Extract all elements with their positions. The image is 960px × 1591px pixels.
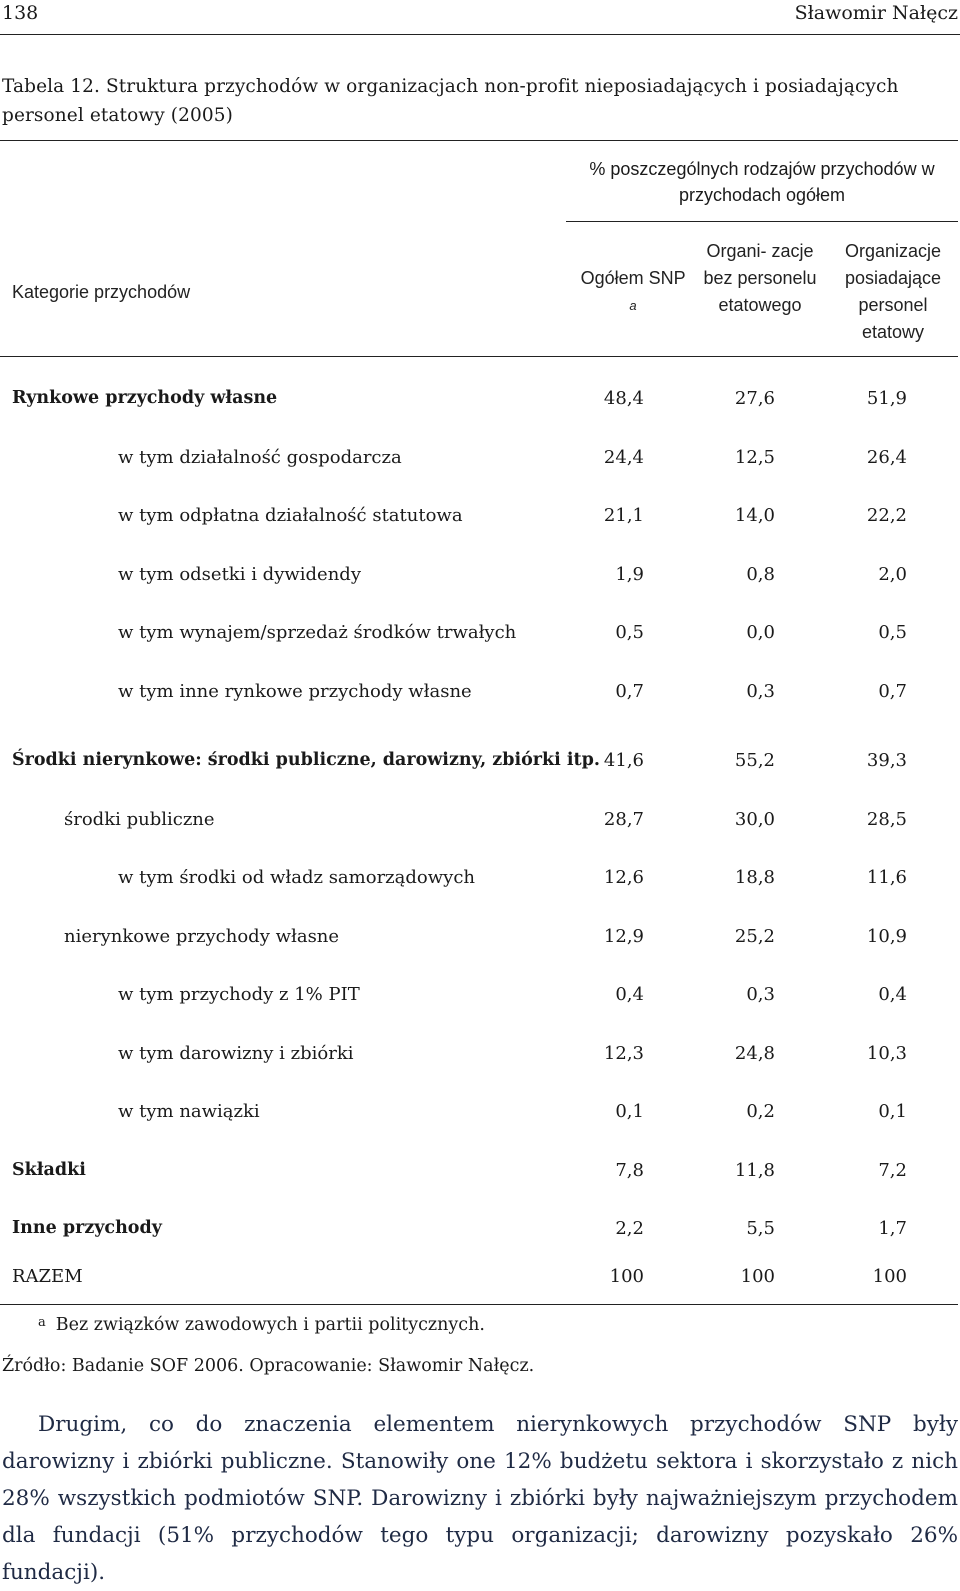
row-label: w tym darowizny i zbiórki bbox=[118, 1043, 354, 1064]
cell-with-staff: 10,3 bbox=[866, 1043, 907, 1064]
cell-with-staff: 26,4 bbox=[866, 447, 907, 468]
cell-with-staff: 11,6 bbox=[866, 867, 907, 888]
cell-with-staff: 51,9 bbox=[866, 388, 907, 409]
table-row bbox=[0, 564, 958, 594]
table-row bbox=[0, 622, 958, 652]
row-label: RAZEM bbox=[12, 1266, 83, 1287]
cell-with-staff: 7,2 bbox=[878, 1160, 907, 1181]
cell-total: 28,7 bbox=[603, 809, 644, 830]
row-label: środki publiczne bbox=[64, 809, 215, 830]
cell-no-staff: 25,2 bbox=[734, 926, 775, 947]
cell-with-staff: 22,2 bbox=[866, 505, 907, 526]
table-row bbox=[0, 1218, 958, 1248]
cell-total: 0,7 bbox=[615, 681, 644, 702]
cell-total: 1,9 bbox=[615, 564, 644, 585]
cell-with-staff: 0,1 bbox=[878, 1101, 907, 1122]
group-column-header: % poszczególnych rodzajów przychodów w przychodach ogółem bbox=[589, 159, 935, 205]
cell-total: 41,6 bbox=[603, 750, 644, 771]
cell-total: 12,9 bbox=[603, 926, 644, 947]
row-label: w tym nawiązki bbox=[118, 1101, 260, 1122]
table-row bbox=[0, 1266, 958, 1296]
footnote-marker: a bbox=[38, 1315, 46, 1330]
row-label: Inne przychody bbox=[12, 1218, 162, 1238]
column-header-with-staff: Organizacje posiadające personel etatowy bbox=[844, 241, 942, 342]
column-header-total bbox=[578, 265, 688, 325]
cell-with-staff: 0,7 bbox=[878, 681, 907, 702]
row-label: w tym inne rynkowe przychody własne bbox=[118, 681, 472, 702]
cell-total: 0,4 bbox=[615, 984, 644, 1005]
table-row bbox=[0, 750, 958, 780]
header-rule bbox=[0, 356, 958, 357]
table-row bbox=[0, 1160, 958, 1190]
table-row bbox=[0, 388, 958, 418]
cell-with-staff: 2,0 bbox=[878, 564, 907, 585]
table-caption: Tabela 12. Struktura przychodów w organizacjach non-profit nieposiadających i posiadających personel etatowy (2005) bbox=[2, 76, 899, 126]
footnote-text: Bez związków zawodowych i partii politycznych. bbox=[55, 1315, 485, 1335]
cell-with-staff: 1,7 bbox=[878, 1218, 907, 1239]
cell-no-staff: 0,2 bbox=[746, 1101, 775, 1122]
cell-with-staff: 10,9 bbox=[866, 926, 907, 947]
row-label: w tym wynajem/sprzedaż środków trwałych bbox=[118, 622, 517, 643]
cell-no-staff: 24,8 bbox=[734, 1043, 775, 1064]
cell-with-staff: 0,4 bbox=[878, 984, 907, 1005]
cell-total: 21,1 bbox=[603, 505, 644, 526]
table-footnote bbox=[38, 1315, 485, 1335]
table-top-rule bbox=[0, 140, 958, 141]
table-row bbox=[0, 447, 958, 477]
footnote-mark: a bbox=[629, 298, 637, 313]
cell-total: 7,8 bbox=[615, 1160, 644, 1181]
cell-no-staff: 18,8 bbox=[734, 867, 775, 888]
cell-total: 100 bbox=[609, 1266, 644, 1287]
cell-total: 2,2 bbox=[615, 1218, 644, 1239]
cell-total: 48,4 bbox=[603, 388, 644, 409]
row-label: nierynkowe przychody własne bbox=[64, 926, 340, 947]
page-header bbox=[0, 0, 960, 35]
cell-with-staff: 100 bbox=[872, 1266, 907, 1287]
cell-no-staff: 14,0 bbox=[734, 505, 775, 526]
table-row bbox=[0, 505, 958, 535]
row-label: w tym przychody z 1% PIT bbox=[118, 984, 360, 1005]
table-row bbox=[0, 1101, 958, 1131]
cell-with-staff: 0,5 bbox=[878, 622, 907, 643]
page-number: 138 bbox=[2, 2, 39, 24]
table-row bbox=[0, 926, 958, 956]
row-label: w tym działalność gospodarcza bbox=[118, 447, 402, 468]
cell-no-staff: 0,3 bbox=[746, 681, 775, 702]
table-source: Źródło: Badanie SOF 2006. Opracowanie: Sławomir Nałęcz. bbox=[2, 1356, 535, 1376]
cell-no-staff: 12,5 bbox=[734, 447, 775, 468]
cell-no-staff: 100 bbox=[740, 1266, 775, 1287]
table-row bbox=[0, 681, 958, 711]
cell-with-staff: 39,3 bbox=[866, 750, 907, 771]
cell-no-staff: 11,8 bbox=[734, 1160, 775, 1181]
row-label: Rynkowe przychody własne bbox=[12, 388, 278, 408]
cell-no-staff: 0,0 bbox=[746, 622, 775, 643]
table-row bbox=[0, 1043, 958, 1073]
running-head-author: Sławomir Nałęcz bbox=[794, 2, 958, 24]
group-header-rule bbox=[566, 221, 958, 222]
cell-no-staff: 27,6 bbox=[734, 388, 775, 409]
column-header-total-label: Ogółem SNP bbox=[580, 268, 686, 288]
table-row bbox=[0, 867, 958, 897]
cell-no-staff: 55,2 bbox=[734, 750, 775, 771]
cell-no-staff: 5,5 bbox=[746, 1218, 775, 1239]
row-label: w tym środki od władz samorządowych bbox=[118, 867, 475, 888]
cell-total: 24,4 bbox=[603, 447, 644, 468]
cell-total: 12,3 bbox=[603, 1043, 644, 1064]
row-label: w tym odsetki i dywidendy bbox=[118, 564, 361, 585]
table-row bbox=[0, 984, 958, 1014]
cell-no-staff: 30,0 bbox=[734, 809, 775, 830]
cell-total: 0,1 bbox=[615, 1101, 644, 1122]
cell-with-staff: 28,5 bbox=[866, 809, 907, 830]
cell-no-staff: 0,8 bbox=[746, 564, 775, 585]
body-paragraph: Drugim, co do znaczenia elementem nierynkowych przychodów SNP były darowizny i zbiórki publiczne. Stanowiły one 12% budżetu sektora i skorzystało z nich 28% wszystkich podmiotów SNP. Darowizny i zbiórki były najważniejszym przychodem dla fundacji (51% przychodów tego typu organizacji; darowizny pozyskało 26% fundacji). bbox=[2, 1412, 958, 1585]
cell-total: 0,5 bbox=[615, 622, 644, 643]
row-label: w tym odpłatna działalność statutowa bbox=[118, 505, 463, 526]
cell-no-staff: 0,3 bbox=[746, 984, 775, 1005]
column-header-no-staff: Organi- zacje bez personelu etatowego bbox=[703, 241, 817, 315]
table-bottom-rule bbox=[0, 1304, 958, 1305]
row-label: Środki nierynkowe: środki publiczne, darowizny, zbiórki itp. bbox=[12, 750, 600, 770]
row-label: Składki bbox=[12, 1160, 86, 1180]
cell-total: 12,6 bbox=[603, 867, 644, 888]
table-row bbox=[0, 809, 958, 839]
column-header-category: Kategorie przychodów bbox=[12, 282, 191, 302]
